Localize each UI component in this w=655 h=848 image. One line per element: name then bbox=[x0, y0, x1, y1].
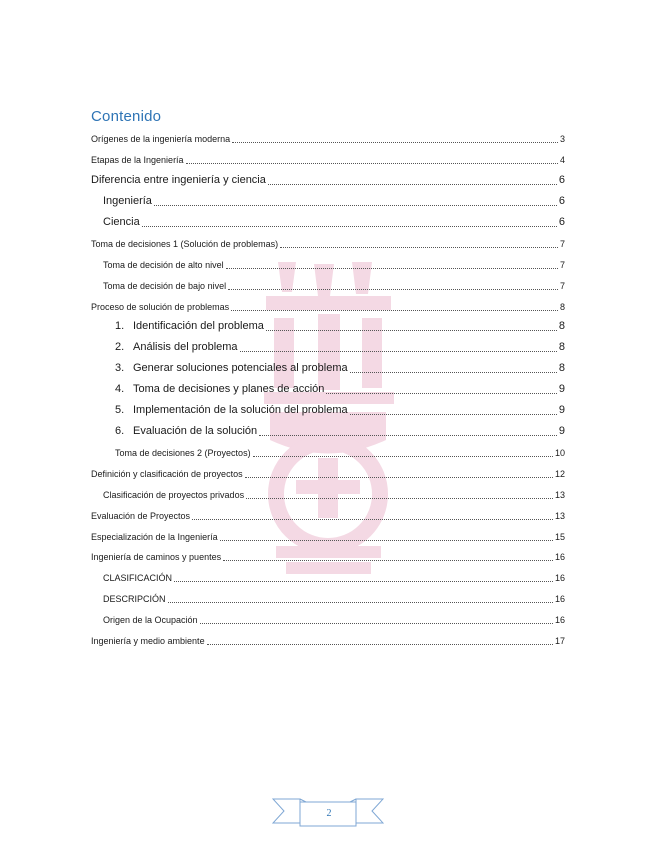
dot-leader bbox=[266, 330, 557, 331]
toc-title: Contenido bbox=[91, 108, 162, 125]
toc-entry-page: 9 bbox=[558, 404, 565, 416]
dot-leader bbox=[246, 498, 553, 499]
page-number: 2 bbox=[326, 808, 332, 819]
dot-leader bbox=[207, 644, 553, 645]
toc-entry-number: 6. bbox=[115, 425, 125, 437]
dot-leader bbox=[232, 142, 558, 143]
toc-entry[interactable] bbox=[0, 194, 565, 208]
toc-entry-page: 10 bbox=[554, 448, 565, 458]
toc-entry[interactable] bbox=[0, 591, 565, 605]
dot-leader bbox=[240, 351, 557, 352]
toc-entry[interactable] bbox=[0, 570, 565, 584]
toc-entry[interactable] bbox=[0, 340, 565, 354]
toc-entry[interactable] bbox=[0, 215, 565, 229]
toc-entry-label: Definición y clasificación de proyectos bbox=[91, 469, 243, 479]
dot-leader bbox=[228, 289, 558, 290]
toc-entry-page: 6 bbox=[558, 174, 565, 186]
toc-entry-label: Ciencia bbox=[103, 216, 140, 228]
toc-entry-page: 7 bbox=[559, 239, 565, 249]
toc-entry-label: Diferencia entre ingeniería y ciencia bbox=[91, 174, 266, 186]
toc-entry[interactable] bbox=[0, 319, 565, 333]
toc-entry-page: 8 bbox=[559, 302, 565, 312]
toc-entry-page: 8 bbox=[558, 341, 565, 353]
toc-entry-label: Toma de decisiones 1 (Solución de problemas) bbox=[91, 239, 279, 249]
toc-entry[interactable] bbox=[0, 403, 565, 417]
toc-entry-label: Ingeniería y medio ambiente bbox=[91, 636, 205, 646]
toc-entry-page: 4 bbox=[559, 155, 565, 165]
toc-entry-number: 3. bbox=[115, 362, 125, 374]
toc-entry-label: Etapas de la Ingeniería bbox=[91, 155, 184, 165]
dot-leader bbox=[223, 560, 553, 561]
toc-entry-label: Identificación del problema bbox=[133, 320, 264, 332]
toc-entry-label: Proceso de solución de problemas bbox=[91, 302, 230, 312]
toc-entry-label: Ingeniería de caminos y puentes bbox=[91, 552, 222, 562]
dot-leader bbox=[245, 477, 553, 478]
toc-entry-page: 15 bbox=[554, 532, 565, 542]
toc-entry-page: 6 bbox=[558, 216, 565, 228]
toc-entry[interactable] bbox=[0, 445, 565, 459]
toc-entry-page: 7 bbox=[559, 260, 565, 270]
toc-entry-page: 6 bbox=[558, 195, 565, 207]
toc-entry-label: Evaluación de la solución bbox=[133, 425, 258, 437]
toc-entry-label: CLASIFICACIÓN bbox=[103, 573, 173, 583]
toc-entry-label: Implementación de la solución del problema bbox=[133, 404, 348, 416]
toc-entry[interactable] bbox=[0, 152, 565, 166]
toc-entry-page: 16 bbox=[554, 573, 565, 583]
toc-entry-page: 16 bbox=[554, 615, 565, 625]
toc-entry[interactable] bbox=[0, 508, 565, 522]
toc-entry[interactable] bbox=[0, 424, 565, 438]
toc-entry-page: 12 bbox=[554, 469, 565, 479]
toc-entry-number: 1. bbox=[115, 320, 125, 332]
toc-entry-label: Clasificación de proyectos privados bbox=[103, 490, 245, 500]
toc-entry-number: 5. bbox=[115, 404, 125, 416]
toc-entry-label: DESCRIPCIÓN bbox=[103, 594, 166, 604]
dot-leader bbox=[259, 435, 557, 436]
toc-entry-number: 2. bbox=[115, 341, 125, 353]
toc-entry[interactable] bbox=[0, 131, 565, 145]
dot-leader bbox=[326, 393, 556, 394]
toc-entry-label: Toma de decisión de bajo nivel bbox=[103, 281, 227, 291]
toc-entry[interactable] bbox=[0, 236, 565, 250]
toc-entry-page: 13 bbox=[554, 511, 565, 521]
dot-leader bbox=[154, 205, 557, 206]
toc-entry-page: 8 bbox=[558, 320, 565, 332]
dot-leader bbox=[142, 226, 557, 227]
dot-leader bbox=[220, 540, 553, 541]
dot-leader bbox=[192, 519, 553, 520]
toc-entry-page: 9 bbox=[558, 383, 565, 395]
dot-leader bbox=[226, 268, 558, 269]
toc-entry[interactable] bbox=[0, 487, 565, 501]
toc-entry-number: 4. bbox=[115, 383, 125, 395]
toc-entry-label: Toma de decisiones y planes de acción bbox=[133, 383, 325, 395]
toc-entry[interactable] bbox=[0, 466, 565, 480]
toc-entry-label: Evaluación de Proyectos bbox=[91, 511, 191, 521]
toc-entry-page: 16 bbox=[554, 594, 565, 604]
dot-leader bbox=[268, 184, 557, 185]
toc-entry[interactable] bbox=[0, 278, 565, 292]
toc-entry-page: 8 bbox=[558, 362, 565, 374]
toc-entry-label: Ingeniería bbox=[103, 195, 152, 207]
toc-entry[interactable] bbox=[0, 382, 565, 396]
toc-entry-label: Toma de decisiones 2 (Proyectos) bbox=[115, 448, 251, 458]
dot-leader bbox=[174, 581, 553, 582]
toc-entry[interactable] bbox=[0, 529, 565, 543]
toc-entry-page: 3 bbox=[559, 134, 565, 144]
dot-leader bbox=[350, 414, 557, 415]
toc-entry-label: Análisis del problema bbox=[133, 341, 238, 353]
dot-leader bbox=[231, 310, 558, 311]
toc-entry[interactable] bbox=[0, 173, 565, 187]
dot-leader bbox=[280, 247, 558, 248]
toc-entry-label: Toma de decisión de alto nivel bbox=[103, 260, 224, 270]
dot-leader bbox=[350, 372, 557, 373]
toc-entry-label: Especialización de la Ingeniería bbox=[91, 532, 218, 542]
toc-entry-label: Origen de la Ocupación bbox=[103, 615, 198, 625]
dot-leader bbox=[253, 456, 553, 457]
toc-entry[interactable] bbox=[0, 633, 565, 647]
toc-entry[interactable] bbox=[0, 361, 565, 375]
toc-entry[interactable] bbox=[0, 257, 565, 271]
toc-entry-label: Generar soluciones potenciales al problema bbox=[133, 362, 348, 374]
toc-entry[interactable] bbox=[0, 299, 565, 313]
dot-leader bbox=[168, 602, 553, 603]
toc-entry-page: 9 bbox=[558, 425, 565, 437]
toc-entry-page: 13 bbox=[554, 490, 565, 500]
toc-entry-label: Orígenes de la ingeniería moderna bbox=[91, 134, 231, 144]
toc-entry[interactable] bbox=[0, 612, 565, 626]
toc-entry-page: 7 bbox=[559, 281, 565, 291]
dot-leader bbox=[186, 163, 558, 164]
toc-entry-page: 17 bbox=[554, 636, 565, 646]
dot-leader bbox=[200, 623, 553, 624]
toc-entry[interactable] bbox=[0, 549, 565, 563]
toc-entry-page: 16 bbox=[554, 552, 565, 562]
